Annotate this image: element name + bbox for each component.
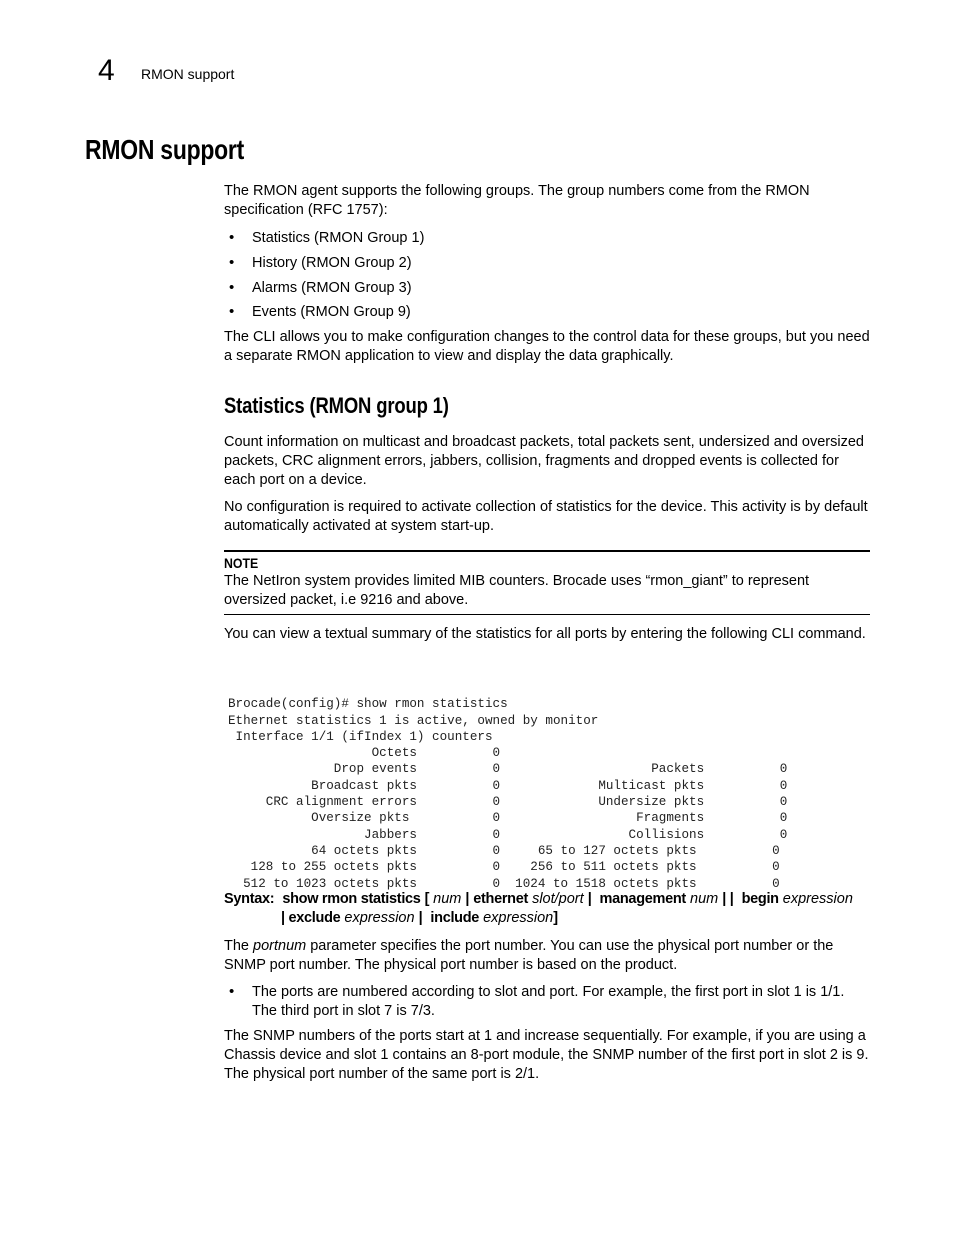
syntax-command: show rmon statistics: [282, 891, 421, 907]
syntax-param: expression: [483, 910, 554, 926]
syntax-bracket: ]: [553, 910, 558, 926]
note-top-rule: [224, 550, 870, 552]
cli-line: Brocade(config)# show rmon statistics: [228, 697, 508, 712]
syntax-keyword: begin: [741, 891, 779, 907]
no-config-paragraph: No configuration is required to activate collection of statistics for the device. This activity is by default automatically activated at system start-up.: [224, 499, 868, 534]
cli-line: 64 octets pkts 0 65 to 127 octets pkts 0: [228, 843, 780, 858]
syntax-label: Syntax:: [224, 891, 275, 907]
list-item-label: Alarms (RMON Group 3): [252, 280, 412, 296]
syntax-param: slot/port: [532, 891, 584, 907]
cli-line: Interface 1/1 (ifIndex 1) counters: [228, 729, 493, 744]
cli-line: Oversize pkts 0 Fragments 0: [228, 811, 788, 826]
cli-line: Drop events 0 Packets 0: [228, 762, 788, 777]
text-fragment: The: [224, 938, 254, 954]
cli-line: 512 to 1023 octets pkts 0 1024 to 1518 octets pkts 0: [228, 876, 780, 891]
syntax-param: expression: [782, 891, 853, 907]
note-label: NOTE: [224, 555, 259, 571]
syntax-keyword: include: [430, 910, 480, 926]
bullet-icon: •: [229, 983, 235, 1000]
syntax-param: num: [433, 891, 462, 907]
bullet-icon: •: [229, 303, 235, 320]
cli-line: Jabbers 0 Collisions 0: [228, 827, 788, 842]
cli-line: Ethernet statistics 1 is active, owned by monitor: [228, 713, 599, 728]
syntax-bracket: [: [424, 891, 430, 907]
bullet-icon: •: [229, 229, 235, 246]
syntax-pipe: |: [418, 910, 423, 926]
cli-line: CRC alignment errors 0 Undersize pkts 0: [228, 795, 788, 810]
subsection-title: Statistics (RMON group 1): [224, 393, 449, 418]
list-item-label: History (RMON Group 2): [252, 255, 412, 271]
syntax-param: num: [690, 891, 719, 907]
syntax-pipe: |: [465, 891, 470, 907]
list-item: [229, 254, 412, 273]
syntax-param: expression: [344, 910, 415, 926]
cli-output: [228, 680, 787, 908]
note-text: The NetIron system provides limited MIB counters. Brocade uses “rmon_giant” to represent oversized packet, i.e 9216 and above.: [224, 573, 810, 608]
snmp-paragraph: The SNMP numbers of the ports start at 1 and increase sequentially. For example, if you are using a Chassis device and slot 1 contains an 8-port module, the SNMP number of the first port in slot 2 is 9. The physical port number of the same port is 2/1.: [224, 1028, 869, 1082]
syntax-keyword: ethernet: [473, 891, 529, 907]
list-item-label: Events (RMON Group 9): [252, 304, 411, 320]
cli-paragraph: The CLI allows you to make configuration changes to the control data for these groups, but you need a separate RMON application to view and display the data graphically.: [224, 329, 870, 364]
chapter-running-title: RMON support: [141, 66, 235, 82]
list-item-label: The ports are numbered according to slot and port. For example, the first port in slot 1 is 1/1. The third port in slot 7 is 7/3.: [252, 984, 845, 1019]
bullet-icon: •: [229, 279, 235, 296]
list-item: [229, 303, 411, 322]
note-bottom-rule: [224, 614, 870, 615]
cli-line: Octets 0: [228, 746, 501, 761]
bullet-icon: •: [229, 254, 235, 271]
summary-paragraph: You can view a textual summary of the statistics for all ports by entering the following CLI command.: [224, 626, 866, 642]
list-item: [229, 279, 412, 298]
chapter-number: 4: [98, 54, 115, 87]
param-name: portnum: [253, 938, 307, 954]
cli-line: 128 to 255 octets pkts 0 256 to 511 octets pkts 0: [228, 860, 780, 875]
syntax-keyword: | exclude: [281, 910, 341, 926]
syntax-keyword: management: [599, 891, 686, 907]
syntax-pipe: |: [587, 891, 592, 907]
count-info-paragraph: Count information on multicast and broadcast packets, total packets sent, undersized and oversized packets, CRC alignment errors, jabbers, collision, fragments and dropped events is collected for each port on a device.: [224, 434, 864, 488]
list-item: [229, 983, 870, 1021]
list-item-label: Statistics (RMON Group 1): [252, 230, 425, 246]
intro-paragraph: The RMON agent supports the following groups. The group numbers come from the RMON specification (RFC 1757):: [224, 183, 810, 218]
syntax-pipe: | |: [722, 891, 734, 907]
portnum-paragraph: [224, 937, 870, 975]
syntax-line: [224, 890, 874, 928]
cli-line: Broadcast pkts 0 Multicast pkts 0: [228, 778, 788, 793]
text-fragment: parameter specifies the port number. You can use the physical port number or the SNMP port number. The physical port number is based on the product.: [224, 938, 834, 973]
section-title: RMON support: [85, 134, 245, 165]
list-item: [229, 229, 425, 248]
